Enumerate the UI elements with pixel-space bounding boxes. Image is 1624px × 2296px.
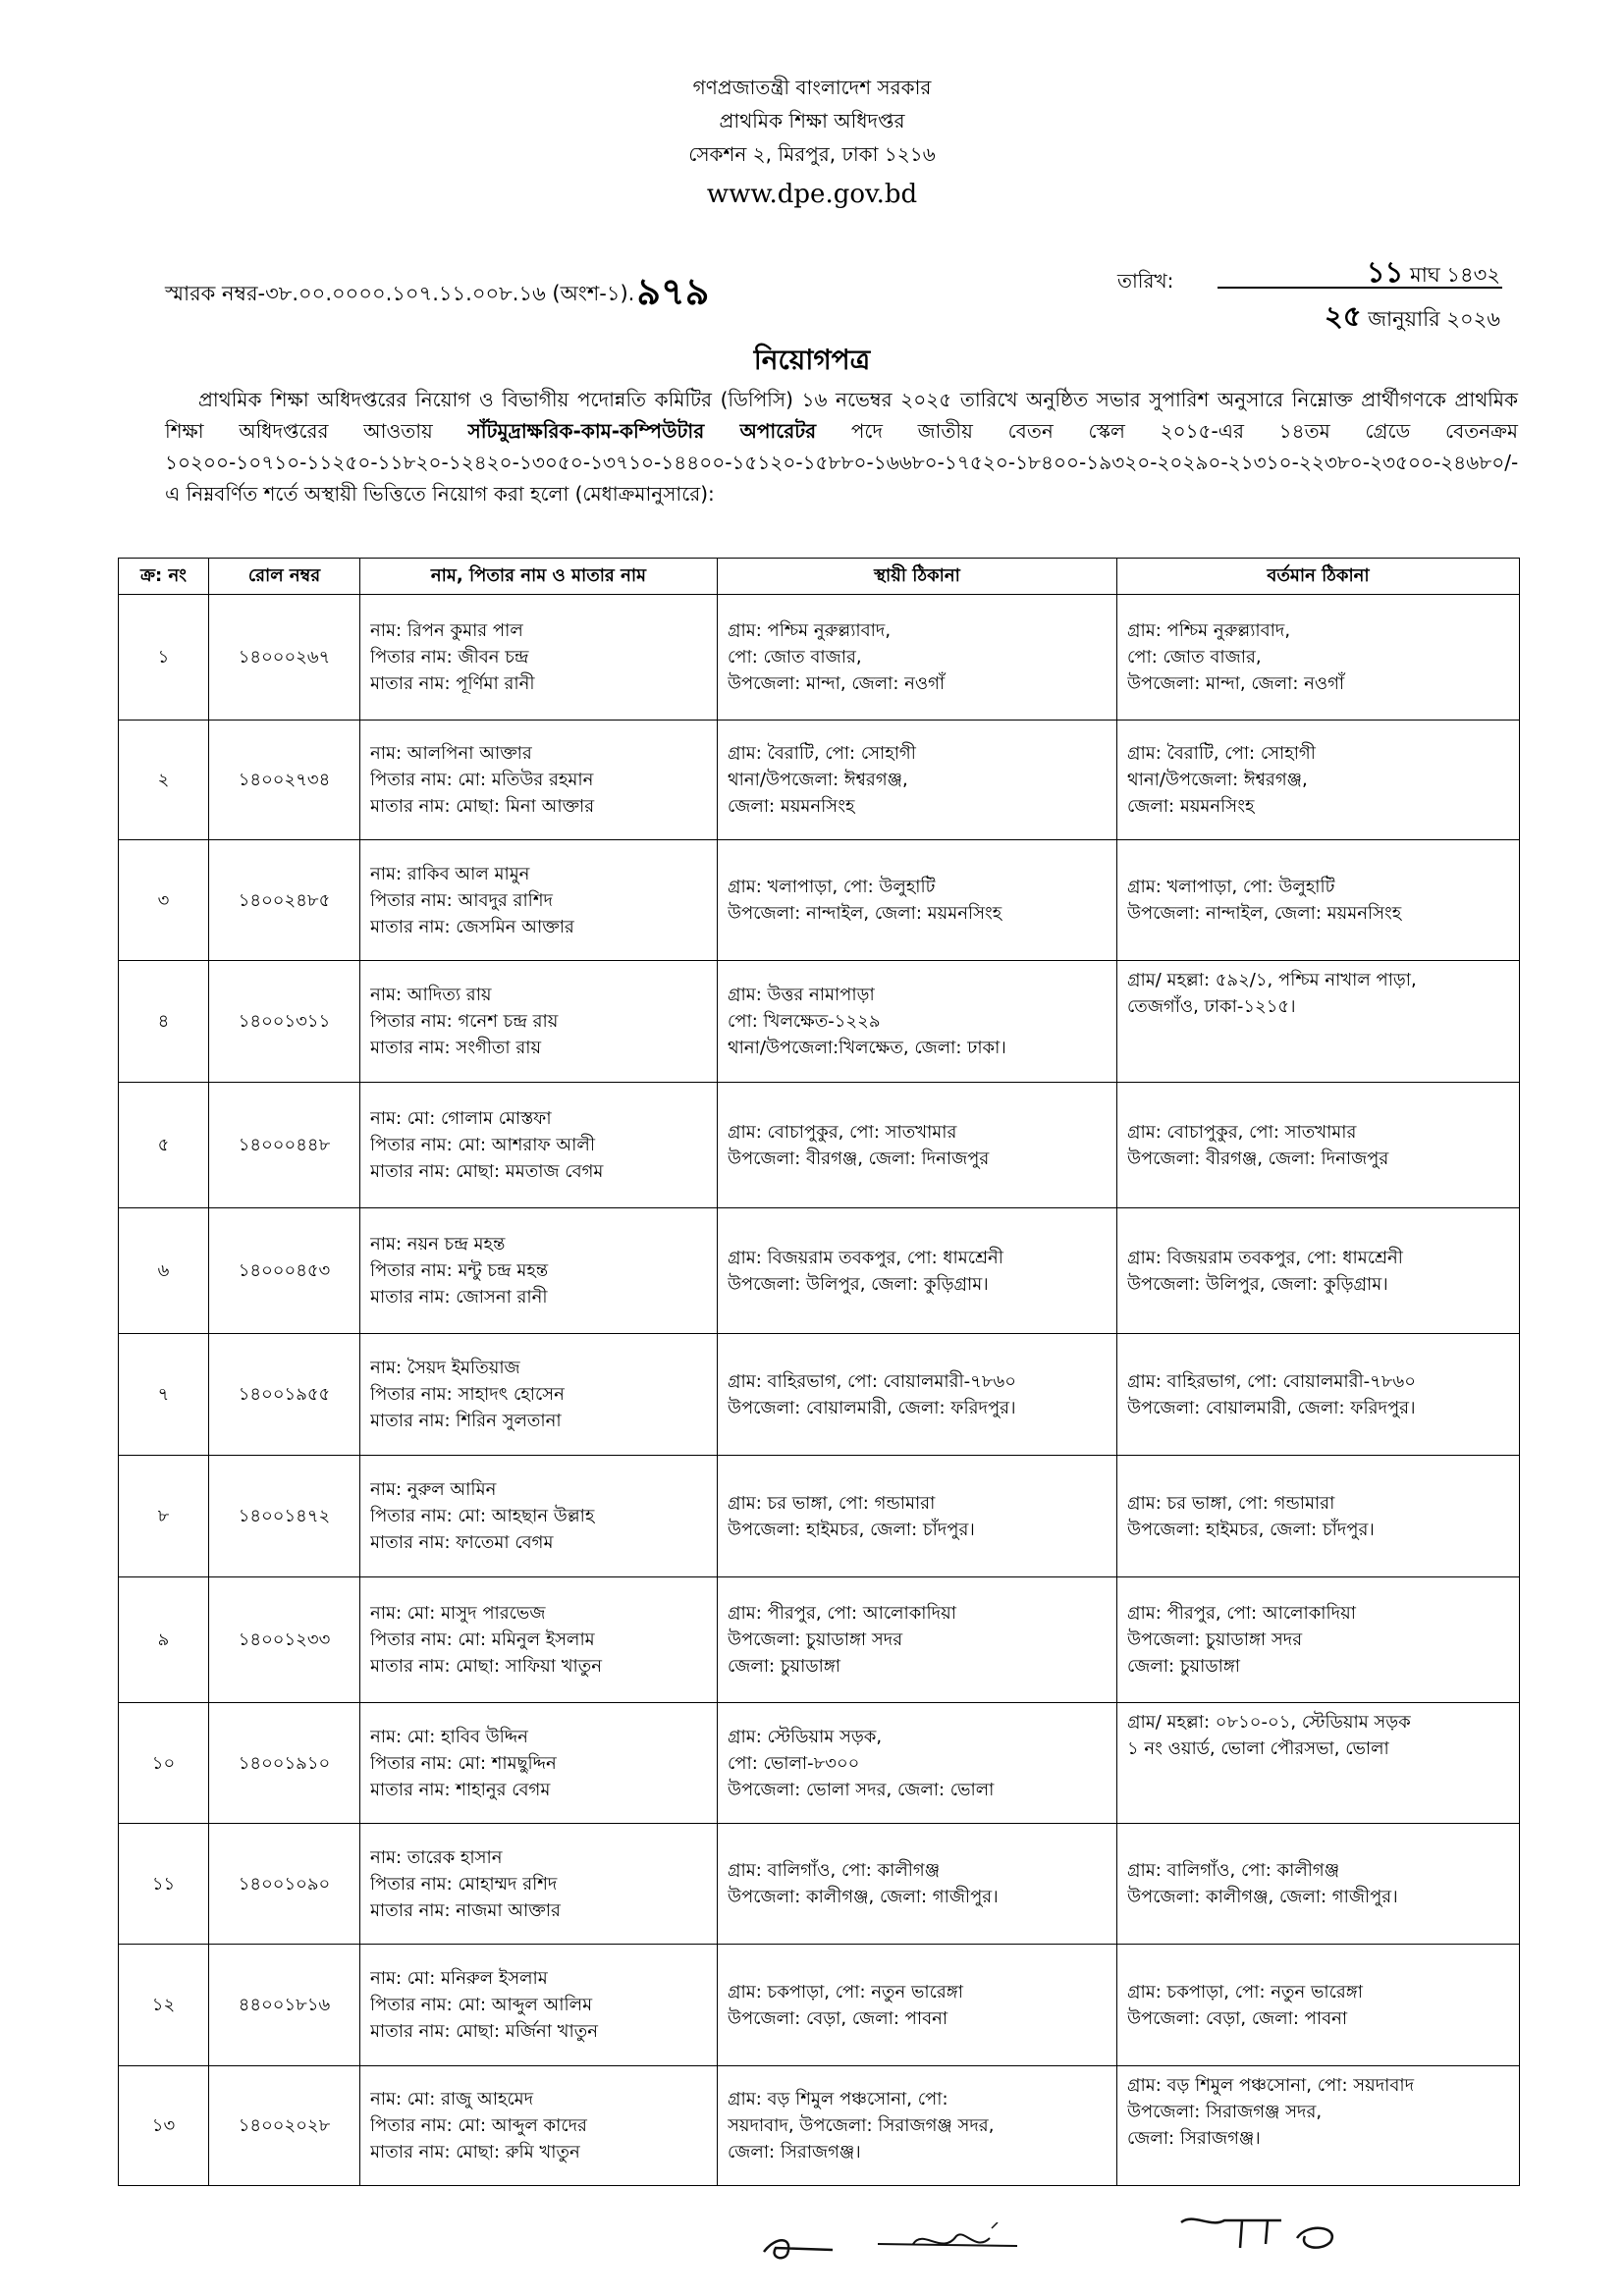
cell-name-line: নাম: সৈয়দ ইমতিয়াজ [370, 1358, 520, 1378]
cell-name-line: পিতার নাম: আবদুর রাশিদ [370, 889, 553, 911]
cell-present-address-line: গ্রাম: বিজয়রাম তবকপুর, পো: ধামশ্রেনী [1127, 1247, 1403, 1268]
cell-present-address [1117, 1083, 1520, 1208]
cell-permanent-address-line: উপজেলা: বেড়া, জেলা: পাবনা [728, 2007, 948, 2029]
cell-present-address-line: গ্রাম: বাহিরভাগ, পো: বোয়ালমারী-৭৮৬০ [1127, 1370, 1416, 1392]
cell-permanent-address-line: থানা/উপজেলা: ঈশ্বরগঞ্জ, [728, 770, 908, 790]
cell-permanent-address [718, 1945, 1117, 2066]
cell-present-address-line: উপজেলা: উলিপুর, জেলা: কুড়িগ্রাম। [1127, 1273, 1388, 1295]
cell-permanent-address-line: উপজেলা: মান্দা, জেলা: নওগাঁ [728, 673, 946, 694]
signature-scribble-2 [874, 2222, 1021, 2262]
cell-present-address-line: গ্রাম: খলাপাড়া, পো: উলুহাটি [1127, 877, 1335, 897]
date-block [1117, 245, 1510, 334]
table-row [119, 1577, 1520, 1703]
cell-present-address [1117, 1456, 1520, 1577]
cell-permanent-address [718, 2066, 1117, 2186]
cell-name-line: মাতার নাম: জোসনা রানী [370, 1287, 548, 1308]
table-row [119, 1208, 1520, 1334]
cell-serial: ১১ [119, 1824, 209, 1945]
cell-present-address-line: গ্রাম: পশ্চিম নুরুল্ল্যাবাদ, [1127, 620, 1291, 641]
table-row [119, 840, 1520, 961]
cell-permanent-address-line: পো: ভোলা-৮৩০০ [728, 1752, 860, 1774]
cell-name-line: নাম: মো: মাসুদ পারভেজ [370, 1603, 546, 1624]
cell-roll: ১৪০০০৪৪৮ [209, 1083, 360, 1208]
table-row [119, 961, 1520, 1083]
cell-name-line: মাতার নাম: শাহানুর বেগম [370, 1779, 551, 1800]
cell-serial: ৭ [119, 1334, 209, 1456]
cell-permanent-address [718, 1824, 1117, 1945]
table-body [119, 595, 1520, 2186]
cell-name [360, 1824, 718, 1945]
cell-present-address-line: গ্রাম: চকপাড়া, পো: নতুন ভারেঙ্গা [1127, 1981, 1363, 2002]
cell-name [360, 2066, 718, 2186]
cell-permanent-address-line: উপজেলা: ভোলা সদর, জেলা: ভোলা [728, 1779, 995, 1800]
cell-name-line: পিতার নাম: মো: আব্দুল আলিম [370, 1995, 593, 2015]
cell-permanent-address-line: গ্রাম: চকপাড়া, পো: নতুন ভারেঙ্গা [728, 1981, 963, 2002]
bangla-date-day: ১১ [1366, 255, 1404, 289]
bangla-date [1235, 250, 1500, 298]
cell-permanent-address [718, 1577, 1117, 1703]
cell-permanent-address-line: গ্রাম: উত্তর নামাপাড়া [728, 985, 875, 1005]
cell-permanent-address [718, 595, 1117, 721]
cell-present-address [1117, 1945, 1520, 2066]
cell-permanent-address-line: গ্রাম: বাহিরভাগ, পো: বোয়ালমারী-৭৮৬০ [728, 1370, 1016, 1392]
cell-name [360, 840, 718, 961]
cell-name-line: মাতার নাম: সংগীতা রায় [370, 1038, 542, 1058]
cell-serial: ৩ [119, 840, 209, 961]
cell-name-line: মাতার নাম: পূর্ণিমা রানী [370, 673, 535, 694]
cell-name [360, 595, 718, 721]
cell-present-address [1117, 961, 1520, 1083]
cell-permanent-address-line: উপজেলা: বীরগঞ্জ, জেলা: দিনাজপুর [728, 1148, 990, 1169]
cell-present-address-line: উপজেলা: চুয়াডাঙ্গা সদর [1127, 1629, 1303, 1650]
cell-present-address-line: ১ নং ওয়ার্ড, ভোলা পৌরসভা, ভোলা [1127, 1738, 1389, 1759]
signature-initial-1 [754, 2228, 842, 2271]
table-row [119, 1945, 1520, 2066]
cell-serial: ১০ [119, 1703, 209, 1824]
cell-name-line: পিতার নাম: মো: আহছান উল্লাহ [370, 1506, 595, 1526]
cell-roll: ১৪০০১০৯০ [209, 1824, 360, 1945]
cell-roll: ১৪০০২০২৮ [209, 2066, 360, 2186]
cell-present-address-line: গ্রাম/ মহল্লা: ০৮১০-০১, স্টেডিয়াম সড়ক [1127, 1712, 1411, 1733]
appointee-table [118, 558, 1520, 2186]
english-date-day: ২৫ [1324, 299, 1362, 333]
cell-permanent-address [718, 1703, 1117, 1824]
cell-present-address-line: গ্রাম/ মহল্লা: ৫৯২/১, পশ্চিম নাখাল পাড়া, [1127, 970, 1417, 990]
date-divider [1218, 287, 1502, 289]
cell-name-line: পিতার নাম: মো: মতিউর রহমান [370, 770, 594, 790]
cell-name-line: নাম: রাকিব আল মামুন [370, 863, 530, 884]
document-title: নিয়োগপত্র [753, 344, 871, 376]
cell-name-line: মাতার নাম: নাজমা আক্তার [370, 1899, 561, 1921]
signature-scribble-1 [754, 2228, 842, 2268]
table-header-row [119, 559, 1520, 595]
cell-present-address [1117, 721, 1520, 840]
intro-before-post: প্রাথমিক শিক্ষা অধিদপ্তরের নিয়োগ ও বিভাগীয় পদোন্নতি কমিটির (ডিপিসি) ১৬ নভেম্বর ২০২৫ তারিখে অনুষ্ঠিত সভার সুপারিশ অনুসারে নিম্নোক্ত প্রার্থীগণকে প্রাথমিক শিক্ষা অধিদপ্তরের আওতায় [165, 388, 1518, 443]
cell-serial: ৮ [119, 1456, 209, 1577]
cell-present-address [1117, 1824, 1520, 1945]
cell-roll: ১৪০০২৭৩৪ [209, 721, 360, 840]
table-row [119, 595, 1520, 721]
cell-name-line: পিতার নাম: মো: মমিনুল ইসলাম [370, 1629, 595, 1650]
table-row [119, 1456, 1520, 1577]
cell-present-address [1117, 1577, 1520, 1703]
cell-roll: ১৪০০০৪৫৩ [209, 1208, 360, 1334]
cell-serial: ৪ [119, 961, 209, 1083]
cell-permanent-address-line: গ্রাম: চর ভাঙ্গা, পো: গন্ডামারা [728, 1492, 936, 1514]
memo-handwritten-number: ৯৭৯ [636, 270, 710, 313]
cell-roll: ১৪০০১৯৫৫ [209, 1334, 360, 1456]
cell-name-line: নাম: মো: মনিরুল ইসলাম [370, 1968, 548, 1989]
cell-present-address-line: উপজেলা: হাইমচর, জেলা: চাঁদপুর। [1127, 1519, 1375, 1540]
department-name: প্রাথমিক শিক্ষা অধিদপ্তর [719, 109, 905, 133]
cell-present-address-line: উপজেলা: বেড়া, জেলা: পাবনা [1127, 2007, 1348, 2029]
cell-permanent-address-line: জেলা: সিরাজগঞ্জ। [728, 2142, 861, 2163]
cell-present-address-line: গ্রাম: বালিগাঁও, পো: কালীগঞ্জ [1127, 1860, 1340, 1881]
cell-name [360, 1456, 718, 1577]
signature-initial-3 [1173, 2209, 1350, 2262]
col-header-serial: ক্র: নং [119, 559, 209, 595]
cell-present-address-line: উপজেলা: মান্দা, জেলা: নওগাঁ [1127, 673, 1345, 694]
cell-serial: ৯ [119, 1577, 209, 1703]
cell-permanent-address-line: উপজেলা: উলিপুর, জেলা: কুড়িগ্রাম। [728, 1273, 989, 1295]
intro-after-post: পদে জাতীয় বেতন স্কেল ২০১৫-এর ১৪তম গ্রেডে বেতনক্রম ১০২০০-১০৭১০-১১২৫০-১১৮২০-১২৪২০-১৩০৫০-১৩৭১০-১৪৪০০-১৫১২০-১৫৮৮০-১৬৬৮০-১৭৫২০-১৮৪০০-১৯৩২০-২০২৯০-২১৩১০-২২৩৮০-২৩৫০০-২৪৬৮০/-এ নিম্নবর্ণিত শর্তে অস্থায়ী ভিত্তিতে নিয়োগ করা হলো (মেধাক্রমানুসারে): [165, 419, 1519, 506]
cell-permanent-address-line: সয়দাবাদ, উপজেলা: সিরাজগঞ্জ সদর, [728, 2115, 995, 2136]
table-row [119, 1703, 1520, 1824]
cell-present-address-line: জেলা: চুয়াডাঙ্গা [1127, 1656, 1240, 1677]
office-address: সেকশন ২, মিরপুর, ঢাকা ১২১৬ [688, 142, 936, 166]
table-row [119, 721, 1520, 840]
cell-roll: ১৪০০২৪৮৫ [209, 840, 360, 961]
cell-present-address-line: উপজেলা: বীরগঞ্জ, জেলা: দিনাজপুর [1127, 1148, 1389, 1169]
cell-name [360, 1945, 718, 2066]
cell-present-address-line: পো: জোত বাজার, [1127, 647, 1262, 667]
cell-permanent-address-line: গ্রাম: বৈরাটি, পো: সোহাগী [728, 743, 916, 764]
cell-serial: ৬ [119, 1208, 209, 1334]
cell-serial: ১ [119, 595, 209, 721]
cell-present-address-line: গ্রাম: বড় শিমুল পঞ্চসোনা, পো: সয়দাবাদ [1127, 2075, 1415, 2096]
post-name: সাঁটমুদ্রাক্ষরিক-কাম-কম্পিউটার অপারেটর [467, 419, 817, 443]
intro-paragraph [165, 384, 1518, 509]
govt-name: গণপ্রজাতন্ত্রী বাংলাদেশ সরকার [692, 76, 932, 99]
cell-name [360, 1577, 718, 1703]
cell-name-line: নাম: রিপন কুমার পাল [370, 620, 523, 641]
cell-present-address [1117, 1703, 1520, 1824]
cell-present-address [1117, 840, 1520, 961]
cell-name-line: মাতার নাম: শিরিন সুলতানা [370, 1411, 562, 1431]
cell-permanent-address [718, 1208, 1117, 1334]
cell-name-line: নাম: মো: গোলাম মোস্তফা [370, 1108, 552, 1129]
cell-serial: ১৩ [119, 2066, 209, 2186]
english-date-rest: জানুয়ারি ২০২৬ [1368, 307, 1500, 331]
cell-present-address [1117, 1208, 1520, 1334]
cell-name-line: পিতার নাম: জীবন চন্দ্র [370, 647, 529, 667]
cell-permanent-address [718, 1456, 1117, 1577]
cell-name [360, 721, 718, 840]
cell-name-line: নাম: মো: রাজু আহমেদ [370, 2089, 534, 2109]
cell-permanent-address [718, 961, 1117, 1083]
cell-name-line: পিতার নাম: মন্টু চন্দ্র মহন্ত [370, 1260, 549, 1281]
cell-name-line: নাম: তারেক হাসান [370, 1846, 503, 1868]
cell-permanent-address-line: উপজেলা: হাইমচর, জেলা: চাঁদপুর। [728, 1519, 975, 1540]
cell-name-line: মাতার নাম: মোছা: রুমি খাতুন [370, 2142, 580, 2163]
website-link[interactable]: www.dpe.gov.bd [706, 180, 918, 209]
cell-name [360, 961, 718, 1083]
cell-name-line: পিতার নাম: মো: আব্দুল কাদের [370, 2115, 587, 2136]
signature-scribble-3 [1173, 2209, 1350, 2258]
cell-permanent-address-line: গ্রাম: খলাপাড়া, পো: উলুহাটি [728, 877, 936, 897]
cell-name-line: মাতার নাম: মোছা: মিনা আক্তার [370, 796, 595, 817]
cell-name-line: পিতার নাম: গনেশ চন্দ্র রায় [370, 1011, 559, 1032]
cell-name [360, 1334, 718, 1456]
letterhead [0, 71, 1624, 216]
cell-name-line: মাতার নাম: মোছা: মর্জিনা খাতুন [370, 2021, 598, 2042]
cell-permanent-address-line: উপজেলা: নান্দাইল, জেলা: ময়মনসিংহ [728, 903, 1002, 924]
col-header-permanent-address: স্থায়ী ঠিকানা [718, 559, 1117, 595]
cell-name-line: মাতার নাম: মোছা: মমতাজ বেগম [370, 1161, 604, 1182]
cell-present-address-line: জেলা: সিরাজগঞ্জ। [1127, 2128, 1261, 2149]
table-row [119, 1824, 1520, 1945]
cell-name [360, 1703, 718, 1824]
cell-name-line: পিতার নাম: মোহাম্মদ রশিদ [370, 1873, 558, 1895]
cell-serial: ৫ [119, 1083, 209, 1208]
cell-roll: ৪৪০০১৮১৬ [209, 1945, 360, 2066]
cell-roll: ১৪০০১৪৭২ [209, 1456, 360, 1577]
cell-roll: ১৪০০১৩১১ [209, 961, 360, 1083]
cell-roll: ১৪০০১২৩৩ [209, 1577, 360, 1703]
table-row [119, 1083, 1520, 1208]
cell-permanent-address [718, 1334, 1117, 1456]
cell-serial: ২ [119, 721, 209, 840]
cell-present-address-line: গ্রাম: চর ভাঙ্গা, পো: গন্ডামারা [1127, 1492, 1335, 1514]
col-header-name: নাম, পিতার নাম ও মাতার নাম [360, 559, 718, 595]
cell-name-line: নাম: নয়ন চন্দ্র মহন্ত [370, 1234, 506, 1255]
cell-present-address [1117, 1334, 1520, 1456]
cell-present-address-line: গ্রাম: বোচাপুকুর, পো: সাতখামার [1127, 1121, 1357, 1143]
cell-permanent-address-line: পো: খিলক্ষেত-১২২৯ [728, 1011, 881, 1032]
bangla-date-rest: মাঘ ১৪৩২ [1410, 263, 1500, 287]
english-date [1235, 294, 1500, 343]
cell-name-line: মাতার নাম: ফাতেমা বেগম [370, 1532, 554, 1553]
cell-permanent-address-line: গ্রাম: বোচাপুকুর, পো: সাতখামার [728, 1121, 957, 1143]
cell-permanent-address-line: গ্রাম: বিজয়রাম তবকপুর, পো: ধামশ্রেনী [728, 1247, 1003, 1268]
cell-roll: ১৪০০১৯১০ [209, 1703, 360, 1824]
cell-permanent-address-line: পো: জোত বাজার, [728, 647, 862, 667]
cell-permanent-address-line: গ্রাম: বড় শিমুল পঞ্চসোনা, পো: [728, 2089, 948, 2109]
cell-present-address-line: জেলা: ময়মনসিংহ [1127, 796, 1255, 817]
cell-name-line: পিতার নাম: মো: আশরাফ আলী [370, 1135, 595, 1155]
cell-name-line: নাম: আদিত্য রায় [370, 985, 492, 1005]
cell-present-address-line: তেজগাঁও, ঢাকা-১২১৫। [1127, 996, 1296, 1017]
cell-permanent-address-line: জেলা: চুয়াডাঙ্গা [728, 1656, 840, 1677]
cell-name-line: মাতার নাম: জেসমিন আক্তার [370, 916, 574, 937]
table-row [119, 2066, 1520, 2186]
table-row [119, 1334, 1520, 1456]
cell-permanent-address [718, 721, 1117, 840]
cell-present-address-line: উপজেলা: বোয়ালমারী, জেলা: ফরিদপুর। [1127, 1397, 1416, 1418]
cell-permanent-address-line: গ্রাম: স্টেডিয়াম সড়ক, [728, 1726, 883, 1747]
cell-present-address-line: থানা/উপজেলা: ঈশ্বরগঞ্জ, [1127, 770, 1308, 790]
cell-roll: ১৪০০০২৬৭ [209, 595, 360, 721]
cell-name-line: পিতার নাম: মো: শামছুদ্দিন [370, 1752, 557, 1774]
cell-name-line: মাতার নাম: মোছা: সাফিয়া খাতুন [370, 1656, 602, 1677]
cell-permanent-address [718, 840, 1117, 961]
memo-label: স্মারক নম্বর-৩৮.০০.০০০০.১০৭.১১.০০৮.১৬ (অংশ-১). [165, 282, 635, 305]
cell-permanent-address-line: উপজেলা: চুয়াডাঙ্গা সদর [728, 1629, 903, 1650]
col-header-roll: রোল নম্বর [209, 559, 360, 595]
cell-present-address-line: উপজেলা: সিরাজগঞ্জ সদর, [1127, 2102, 1323, 2122]
cell-name-line: নাম: আলপিনা আক্তার [370, 743, 532, 764]
cell-present-address-line: উপজেলা: কালীগঞ্জ, জেলা: গাজীপুর। [1127, 1887, 1398, 1907]
cell-name-line: পিতার নাম: সাহাদৎ হোসেন [370, 1384, 565, 1405]
cell-permanent-address [718, 1083, 1117, 1208]
cell-permanent-address-line: জেলা: ময়মনসিংহ [728, 796, 855, 817]
cell-present-address-line: উপজেলা: নান্দাইল, জেলা: ময়মনসিংহ [1127, 903, 1402, 924]
col-header-present-address: বর্তমান ঠিকানা [1117, 559, 1520, 595]
cell-present-address-line: গ্রাম: পীরপুর, পো: আলোকাদিয়া [1127, 1603, 1356, 1624]
cell-present-address [1117, 595, 1520, 721]
cell-name-line: নাম: মো: হাবিব উদ্দিন [370, 1726, 528, 1747]
cell-permanent-address-line: গ্রাম: পশ্চিম নুরুল্ল্যাবাদ, [728, 620, 892, 641]
cell-serial: ১২ [119, 1945, 209, 2066]
date-label: তারিখ: [1117, 269, 1174, 293]
cell-permanent-address-line: গ্রাম: বালিগাঁও, পো: কালীগঞ্জ [728, 1860, 941, 1881]
cell-present-address [1117, 2066, 1520, 2186]
cell-name [360, 1208, 718, 1334]
signature-initial-2 [874, 2222, 1021, 2266]
cell-permanent-address-line: থানা/উপজেলা:খিলক্ষেত, জেলা: ঢাকা। [728, 1038, 1006, 1058]
cell-permanent-address-line: গ্রাম: পীরপুর, পো: আলোকাদিয়া [728, 1603, 956, 1624]
cell-permanent-address-line: উপজেলা: কালীগঞ্জ, জেলা: গাজীপুর। [728, 1887, 999, 1907]
cell-name [360, 1083, 718, 1208]
cell-present-address-line: গ্রাম: বৈরাটি, পো: সোহাগী [1127, 743, 1316, 764]
cell-name-line: নাম: নুরুল আমিন [370, 1479, 497, 1500]
cell-permanent-address-line: উপজেলা: বোয়ালমারী, জেলা: ফরিদপুর। [728, 1397, 1016, 1418]
memo-number [165, 263, 709, 326]
